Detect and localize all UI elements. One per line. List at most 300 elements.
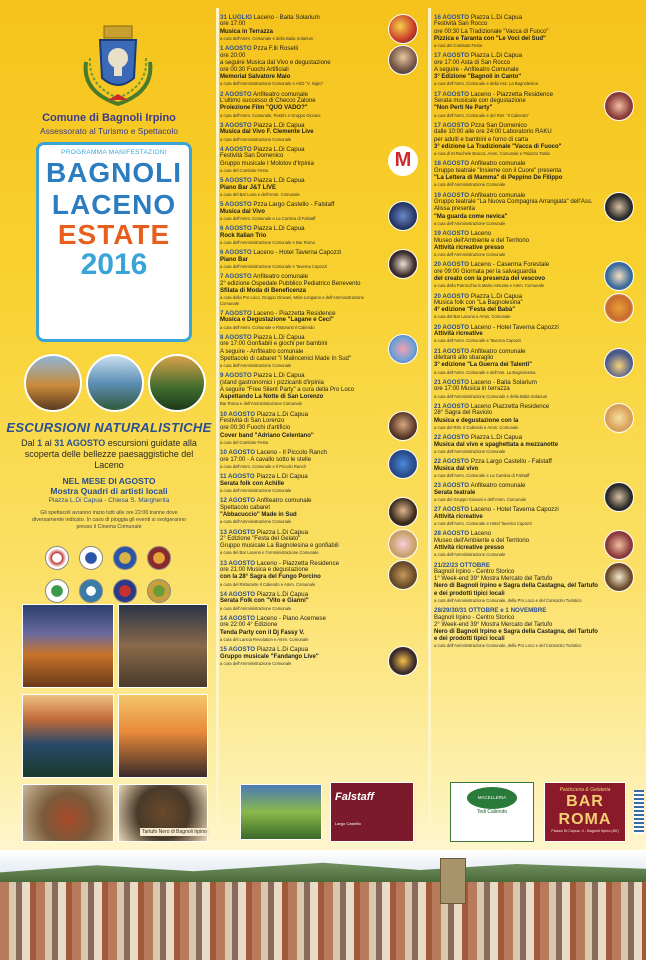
programma-label: PROGRAMMA MANIFESTAZIONI: [60, 149, 168, 156]
event-place: Piazza L.Di Capua: [253, 334, 305, 341]
title-laceno: LACENO: [51, 189, 177, 220]
event-header: [434, 482, 598, 489]
macelleria-sub: Tedi Caliendo: [476, 809, 508, 815]
event-place: Piazza L.Di Capua: [253, 225, 305, 233]
event-line: Festività San Rocco: [434, 21, 488, 28]
event-date: 2 AGOSTO: [220, 90, 252, 98]
event-header: [220, 411, 382, 418]
event-line: 1° Week-end 39° Mostra Mercato del Tartufo: [434, 576, 553, 583]
escursioni-text: [14, 438, 204, 471]
event-organizer: a cura dell'Amm. Comunale e del Rist. "Il Caliendo": [434, 112, 530, 118]
event-item: [434, 52, 636, 86]
event-photo-icon: [604, 562, 634, 592]
macelleria-name: MACELLERIA: [467, 787, 517, 809]
event-item: [220, 560, 420, 587]
event-line: Serata musicale con degustazione: [434, 98, 526, 105]
event-organizer: a cura dell'Amm. Comunale e Taverna Capozzi: [434, 338, 522, 344]
event-date: 31 LUGLIO: [220, 14, 252, 21]
event-highlight: Serata Folk con "Vito e Gianni": [220, 598, 309, 605]
event-organizer: a cura dell'Amministrazione Comunale e Taverna Capozzi: [220, 263, 328, 269]
event-line: ore 21:00 Musica e degustazione: [220, 567, 309, 574]
event-place: Piazza L.Di Capua: [253, 146, 305, 154]
event-line: Gruppo teatrale "Insieme con il Cuore" presenta: [434, 167, 562, 174]
event-header: [220, 45, 382, 52]
bar-top: Pasticceria & Gelateria: [559, 787, 611, 793]
event-highlight: Sfilata di Moda di Beneficenza: [220, 287, 307, 294]
sponsor-badges: [40, 544, 190, 610]
event-date: 14 AGOSTO: [220, 614, 256, 622]
event-place: Piazza L.Di Capua: [256, 590, 309, 598]
event-date: 17 AGOSTO: [434, 52, 470, 60]
event-photo-icon: [388, 14, 418, 44]
event-item: [220, 646, 420, 666]
event-place: Laceno - Piazzetta Residence: [256, 559, 340, 567]
event-date: 4 AGOSTO: [220, 146, 252, 154]
event-place: Piazza L.Di Capua: [470, 434, 523, 442]
badge-icon: [79, 546, 103, 570]
event-date: 5 AGOSTO: [220, 201, 252, 209]
event-date: 21 AGOSTO: [434, 403, 470, 411]
event-photo-icon: [388, 334, 418, 364]
event-header: [434, 324, 598, 331]
event-highlight: Musica in Terrazza: [220, 28, 273, 35]
title-estate: ESTATE: [57, 219, 171, 250]
event-line: A seguire "Free Silent Party" a cura della Pro Loco: [220, 387, 354, 394]
event-date: 16 AGOSTO: [434, 14, 470, 21]
event-header: [434, 192, 598, 199]
event-organizer: a cura dell'Amm. Comunale e Hotel Taverna Capozzi: [434, 520, 533, 526]
event-photo-icon: [604, 261, 634, 291]
event-item: [220, 45, 420, 87]
event-date: 28 AGOSTO: [434, 530, 470, 538]
event-organizer: a cura dell'Amministrazione Comunale: [220, 487, 292, 493]
event-highlight: "La Lettera di Mamma" di Peppino De Filippo: [434, 175, 563, 182]
event-highlight: "Abbacuccio" Made in Sud: [220, 511, 297, 518]
event-header: [434, 14, 598, 21]
event-date: 11 AGOSTO: [220, 473, 255, 481]
event-item: [220, 273, 420, 306]
event-highlight: Musica dal Vivo F. Clemente Live: [220, 129, 314, 136]
hiker-photo: [24, 354, 82, 412]
badge-icon: [113, 546, 137, 570]
event-organizer: a cura dell'Amm. Comunale, Pastrix e Gruppo Giovani: [220, 112, 321, 118]
event-organizer: a cura del Ristorante Il Caliendo e Amm. Comunale: [220, 581, 316, 587]
event-photo-icon: [604, 293, 634, 323]
event-date: 13 AGOSTO: [220, 559, 256, 567]
event-highlight: Nero di Bagnoli Irpino e Sagra della Castagna, del Tartufo e dei prodotti tipici locali: [434, 583, 598, 597]
event-highlight: Musica dal Vivo: [220, 208, 265, 215]
event-highlight: 3° edizione La Tradizionale "Vacca di Fuoco": [434, 143, 562, 150]
column-divider: [428, 8, 431, 838]
event-photo-icon: [388, 45, 418, 75]
event-photo-icon: [604, 403, 634, 433]
event-header: [434, 506, 598, 513]
badge-icon: [113, 579, 137, 603]
event-line: dilettanti allo sbaraglio: [434, 355, 494, 362]
event-item: [220, 615, 420, 642]
event-header: [434, 122, 598, 129]
event-place: Laceno Piazzetta Residence: [470, 403, 550, 411]
event-line: Spettacolo cabaret: [220, 504, 271, 511]
event-organizer: a cura del Rist. Il Caliendo e Amm. Comunale: [434, 424, 519, 430]
event-highlight: Piano Bar: [220, 256, 249, 263]
event-organizer: a cura dell'Amm. Comunale e Ristoranti Il Caliendo: [220, 324, 315, 330]
event-item: [220, 225, 420, 245]
event-date: 14 AGOSTO: [220, 590, 256, 598]
event-date: 21/22/23 OTTOBRE: [434, 561, 490, 569]
badge-icon: [79, 579, 103, 603]
event-line: Bagnoli Irpino - Centro Storico: [434, 614, 515, 621]
event-date: 8 AGOSTO: [220, 334, 252, 341]
event-date: 3 AGOSTO: [220, 122, 252, 130]
event-header: [434, 458, 598, 465]
event-date: 19 AGOSTO: [434, 230, 470, 238]
event-organizer: a cura dell'Amministrazione Comunale e della Baita Solarium: [434, 393, 548, 399]
event-highlight: Memorial Salvatore Maio: [220, 74, 291, 81]
event-header: [434, 348, 598, 355]
falstaff-logo: [330, 782, 414, 842]
event-item: [220, 372, 420, 406]
event-header: [220, 249, 382, 256]
event-organizer: a cura di M.Rachele Bracca, Amm. Comunale e Palazzo Tarda: [434, 151, 550, 157]
event-item: [220, 122, 420, 142]
event-header: [220, 14, 382, 21]
event-organizer: a cura del Gruppo Giovani e dell'Amm. Comunale: [434, 496, 527, 502]
event-date: 6 AGOSTO: [220, 225, 252, 233]
event-highlight: Serata teatrale: [434, 489, 476, 496]
event-line: a seguire Musica dal Vivo e degustazione: [220, 59, 331, 66]
event-item: [434, 506, 636, 526]
event-place: Piazza L.Di Capua: [470, 292, 523, 300]
event-item: [220, 249, 420, 269]
event-highlight: Musica dal vivo: [434, 465, 479, 472]
bar-addr: Piazza Di Capua, 4 - Bagnoli Irpino (AV): [551, 829, 619, 833]
event-line: Musica folk con "La Bagnolesina": [434, 299, 523, 306]
event-date: 20 AGOSTO: [434, 292, 470, 300]
lake-sunset-photo: [22, 694, 114, 778]
event-organizer: a cura dell'Amm. Comunale e La Cantina di Falstaff: [434, 472, 530, 478]
event-header: [220, 225, 382, 232]
event-line: Festività di San Lorenzo: [220, 418, 285, 425]
event-organizer: a cura dell'Amministrazione Comunale e Bar Roma: [220, 239, 315, 245]
event-highlight: Musica dal vivo e spaghettata a mezzanotte: [434, 441, 559, 448]
event-place: Laceno - Baita Solarium: [253, 14, 320, 21]
event-line: A seguire - Anfiteatro comunale: [220, 348, 304, 355]
event-place: Laceno - Hotel Taverna Capozzi: [253, 249, 342, 257]
event-highlight: Rock Italian Trio: [220, 232, 267, 239]
event-organizer: a cura dell'Amministrazione Comunale: [220, 605, 292, 611]
event-place: Piazza L.Di Capua: [253, 177, 305, 185]
event-organizer: a cura dell'Amministrazione Comunale: [434, 220, 506, 226]
event-item: [220, 449, 420, 469]
event-header: [434, 230, 598, 237]
event-line: 2° edizione Ospedale Pubblico Pediatrico Benevento: [220, 280, 361, 287]
event-line: Spettacolo di cabaret "I Malincenici Made In Sud": [220, 355, 351, 362]
event-photo-icon: [388, 497, 418, 527]
event-line: ore 17:00 - A cavallo sotto le stelle: [220, 456, 312, 463]
event-header: [434, 261, 598, 268]
event-date: 7 AGOSTO: [220, 309, 252, 317]
event-highlight: Nero di Bagnoli Irpino e Sagra della Castagna, del Tartufo e dei prodotti tipici locali: [434, 628, 598, 643]
event-line: Bagnoli Irpino - Centro Storico: [434, 568, 515, 575]
event-date: 22 AGOSTO: [434, 458, 470, 466]
event-place: Piazza L.Di Capua: [256, 646, 309, 654]
event-item: [220, 334, 420, 368]
event-organizer: a cura del Lancia Revolution e Amm. Comunale: [220, 636, 309, 642]
event-header: [220, 473, 382, 480]
event-header: [434, 562, 598, 569]
comune-name: Comune di Bagnoli Irpino: [42, 112, 176, 124]
event-line: Festività San Domenico: [220, 153, 284, 160]
event-place: Laceno: [470, 230, 492, 238]
event-item: [434, 14, 636, 48]
event-organizer: a cura dell'Amm. Comunale e della Ass. La Bagnolesina: [434, 81, 538, 87]
event-header: [220, 146, 382, 153]
event-header: [220, 122, 382, 129]
event-header: [434, 434, 598, 441]
event-highlight: Tenda Party con il Dj Fassy V.: [220, 629, 305, 636]
event-highlight: 3° Edizione "Bagnoli in Canto": [434, 74, 522, 81]
event-photo-icon: [604, 192, 634, 222]
event-highlight: Attività ricreative: [434, 331, 483, 338]
badge-icon: [45, 546, 69, 570]
event-line: 28° Sagra del Raviolo: [434, 410, 493, 417]
event-place: Laceno - Piano Acernese: [256, 614, 326, 622]
event-item: [220, 411, 420, 445]
forest-photo: [148, 354, 206, 412]
event-highlight: Musica e degustazione con la: [434, 417, 519, 424]
event-organizer: a cura dell'Amministrazione Comunale, della Pro Loco e del Consorzio Turistico: [434, 643, 582, 649]
event-highlight: Proiezione Film "QUO VADO?": [220, 105, 308, 112]
falstaff-name: Falstaff: [335, 791, 374, 803]
street-photo: [118, 604, 208, 688]
event-item: [434, 324, 636, 344]
event-organizer: a cura dell'Amm. Comunale e della Baita Solarium: [220, 35, 314, 41]
event-item: [434, 434, 636, 454]
event-date: 27 AGOSTO: [434, 506, 470, 514]
event-place: Laceno - Piazzetta Residence: [253, 309, 336, 317]
event-line: Gruppo musicale La Bagnolesina e gonfiabili: [220, 543, 339, 550]
event-line: ore 09:00 Giornata per la salvaguardia: [434, 268, 537, 275]
event-line: per adulti e bambini e forno di carta: [434, 136, 529, 143]
event-place: Anfiteatro comunale: [253, 273, 309, 281]
event-header: [220, 615, 382, 622]
event-item: [434, 379, 636, 399]
event-organizer: a cura del Comitato Festa: [220, 167, 268, 173]
event-header: [220, 560, 382, 567]
event-date: 20 AGOSTO: [434, 261, 470, 269]
title-bagnoli: BAGNOLI: [45, 157, 183, 188]
event-date: 19 AGOSTO: [434, 191, 470, 199]
event-line: A seguire - Anfiteatro Comunale: [434, 67, 519, 74]
event-photo-icon: [604, 530, 634, 560]
event-place: Laceno: [470, 530, 492, 538]
event-header: [220, 201, 382, 208]
truffle-label: Tartufo Nero di Bagnoli Irpino: [142, 829, 207, 835]
event-place: Piazza L.Di Capua: [470, 52, 523, 60]
event-item: [434, 562, 636, 604]
statue-photo: [118, 694, 208, 778]
event-item: [434, 192, 636, 226]
coat-of-arms-icon: [78, 22, 158, 108]
mostra-place: Piazza L.Di Capua - Chiesa S. Margherita: [48, 497, 170, 504]
event-place: Anfiteatro comunale: [470, 482, 526, 490]
event-highlight: Piano Bar J&T LIVE: [220, 184, 277, 191]
event-item: [434, 482, 636, 502]
event-organizer: a cura dell'Amministrazione Comunale: [220, 363, 292, 369]
event-date: 9 AGOSTO: [220, 372, 252, 380]
event-organizer: a cura dell'Amm. Comunale e Il Piccolo Ranch: [220, 463, 306, 469]
event-photo-icon: [388, 411, 418, 441]
event-date: 10 AGOSTO: [220, 449, 256, 457]
event-item: [220, 177, 420, 197]
event-header: [434, 160, 598, 167]
event-place: Piazza L.Di Capua: [253, 122, 305, 130]
event-header: [220, 310, 382, 317]
right-column: [434, 14, 636, 653]
event-date: 17 AGOSTO: [434, 90, 470, 98]
event-organizer: a cura dell'Amm. Comunale e La Cantina di Falstaff: [220, 215, 316, 221]
event-photo-icon: [388, 529, 418, 559]
event-photo-icon: [388, 646, 418, 676]
event-highlight: Serata folk con Achille: [220, 480, 285, 487]
esc-end: 31 AGOSTO: [54, 438, 106, 448]
event-header: [220, 273, 382, 280]
event-place: Anfiteatro comunale: [470, 191, 526, 199]
event-item: [434, 607, 636, 649]
lake-photo: [86, 354, 144, 412]
esc-rest: escursioni guidate alla scoperta delle bellezze paesaggistiche del Laceno: [24, 438, 197, 470]
event-item: [434, 261, 636, 288]
event-header: [220, 529, 382, 536]
event-place: Pzza F.lli Roselli: [253, 45, 299, 53]
event-date: 7 AGOSTO: [220, 273, 252, 281]
event-place: Anfiteatro comunale: [470, 347, 526, 355]
event-organizer: a cura della Pro Loco, Gruppo Giovani, Mela Longiano e dell'Amministrazione Comunale: [220, 295, 364, 306]
event-place: Piazza L.Di Capua: [256, 528, 309, 536]
event-organizer: a cura del Bar Luna e dell'Amm. Comunale: [220, 191, 300, 197]
event-item: [220, 591, 420, 611]
event-line: Museo dell'Ambiente e del Territorio: [434, 237, 530, 244]
event-item: [220, 146, 420, 173]
event-place: Laceno - Caserma Forestale: [470, 261, 550, 269]
badge-icon: [147, 579, 171, 603]
middle-column: [220, 14, 420, 670]
event-organizer: a cura del Bar Laceno e Amm. Comunale: [434, 314, 511, 320]
event-place: Anfiteatro comunale: [470, 160, 526, 168]
event-header: [220, 591, 382, 598]
event-item: [434, 458, 636, 478]
event-organizer: a cura della Parrocchia S.Maria Assunta e Amm. Comunale: [434, 283, 545, 289]
event-header: [220, 372, 382, 379]
molotov-logo-icon: M: [388, 146, 418, 176]
event-date: 22 AGOSTO: [434, 434, 470, 442]
mese-title: NEL MESE DI AGOSTO: [62, 476, 156, 486]
event-place: Laceno - Il Piccolo Ranch: [256, 449, 327, 457]
event-organizer: a cura del Bar Laceno e l'Amministrazione Comunale: [220, 550, 319, 556]
event-line: ore 00:30 La Tradizionale "Vacca di Fuoco": [434, 28, 549, 35]
event-line: ore 00:30 Fuochi Artificiali: [220, 67, 289, 74]
event-item: [434, 122, 636, 156]
event-date: 17 AGOSTO: [434, 122, 470, 130]
event-highlight: Aspettando La Notte di San Lorenzo: [220, 394, 324, 401]
event-header: [434, 403, 598, 410]
basket-photo: [22, 784, 114, 842]
event-place: Piazza L.Di Capua: [256, 410, 309, 418]
event-highlight: Musica e Degustazione "Lagane e Ceci": [220, 317, 334, 324]
event-line: Gruppo musicale I Molotov d'Irpinia: [220, 160, 314, 167]
bar-name: BAR ROMA: [558, 793, 612, 828]
event-logo: [36, 142, 192, 342]
event-date: 20 AGOSTO: [434, 323, 470, 331]
event-item: [434, 348, 636, 375]
event-header: [434, 379, 598, 386]
event-header: [434, 91, 598, 98]
esc-al: al: [44, 438, 52, 448]
event-item: [220, 310, 420, 330]
event-item: [220, 497, 420, 524]
event-line: Museo dell'Ambiente e del Territorio: [434, 537, 530, 544]
event-item: [434, 160, 636, 187]
event-highlight: Attività ricreative presso: [434, 244, 505, 251]
event-highlight: 3° edizione "La Guerra dei Talenti": [434, 362, 533, 369]
event-line: dalle 10:00 alle ore 24:00 Laboratorio RAKU: [434, 129, 552, 136]
event-header: [220, 497, 382, 504]
event-organizer: a cura del Comitato Festa: [434, 43, 482, 49]
event-place: Anfiteatro comunale: [256, 497, 312, 505]
event-highlight: Attività ricreative presso: [434, 544, 505, 551]
event-highlight: Gruppo musicale "Fandango Live": [220, 653, 319, 660]
event-place: Laceno - Piazzetta Residence: [470, 90, 554, 98]
event-item: [220, 91, 420, 118]
event-line: ore 22:00 4° Edizione: [220, 622, 278, 629]
event-header: [220, 646, 382, 653]
event-line: ore 17:00 Gonfiabili e giochi per bambini: [220, 341, 328, 348]
event-date: 12 AGOSTO: [220, 497, 256, 505]
event-organizer: a cura dell'Amministrazione Comunale: [220, 519, 292, 525]
event-organizer: a cura dell'Amministrazione Comunale: [220, 136, 292, 142]
left-column: [6, 0, 212, 960]
event-organizer: a cura dell'Amministrazione Comunale: [434, 182, 506, 188]
event-photo-icon: [604, 91, 634, 121]
event-header: [434, 52, 598, 59]
event-line: 2° Week-end 39° Mostra Mercato del Tartufo: [434, 621, 553, 628]
event-item: [434, 293, 636, 320]
event-item: [220, 14, 420, 41]
event-date: 21 AGOSTO: [434, 347, 470, 355]
escursioni-title: ESCURSIONI NATURALISTICHE: [6, 420, 212, 435]
event-organizer: a cura dell'Amministrazione Comunale: [434, 552, 506, 558]
event-line: ore 17:00: [220, 21, 246, 28]
assessorato: Assessorato al Turismo e Spettacolo: [40, 126, 178, 136]
event-header: [220, 91, 382, 98]
event-item: [434, 530, 636, 557]
event-organizer: a cura dell'Amministrazione Comunale: [220, 660, 292, 666]
event-header: [434, 607, 598, 614]
title-year: 2016: [80, 248, 148, 281]
mese-block: [6, 476, 212, 496]
event-header: [220, 334, 382, 341]
event-line: ore 20:00: [220, 52, 246, 59]
event-organizer: a cura dell'Amm. Comunale e dell'Ass. La Bagnolesina: [434, 369, 536, 375]
event-line: ore 17:00 Asta di San Rocco: [434, 59, 511, 66]
event-organizer: a cura dell'Amministrazione Comunale e ASD "V. Nigro": [220, 81, 324, 87]
castle-photo: [22, 604, 114, 688]
event-highlight: del creato con la presenza del vescovo: [434, 275, 546, 282]
event-place: Piazza L.Di Capua: [256, 473, 308, 481]
event-place: Piazza L.Di Capua: [253, 372, 305, 380]
event-line: ore 17:00 Musica in terrazza: [434, 386, 510, 393]
